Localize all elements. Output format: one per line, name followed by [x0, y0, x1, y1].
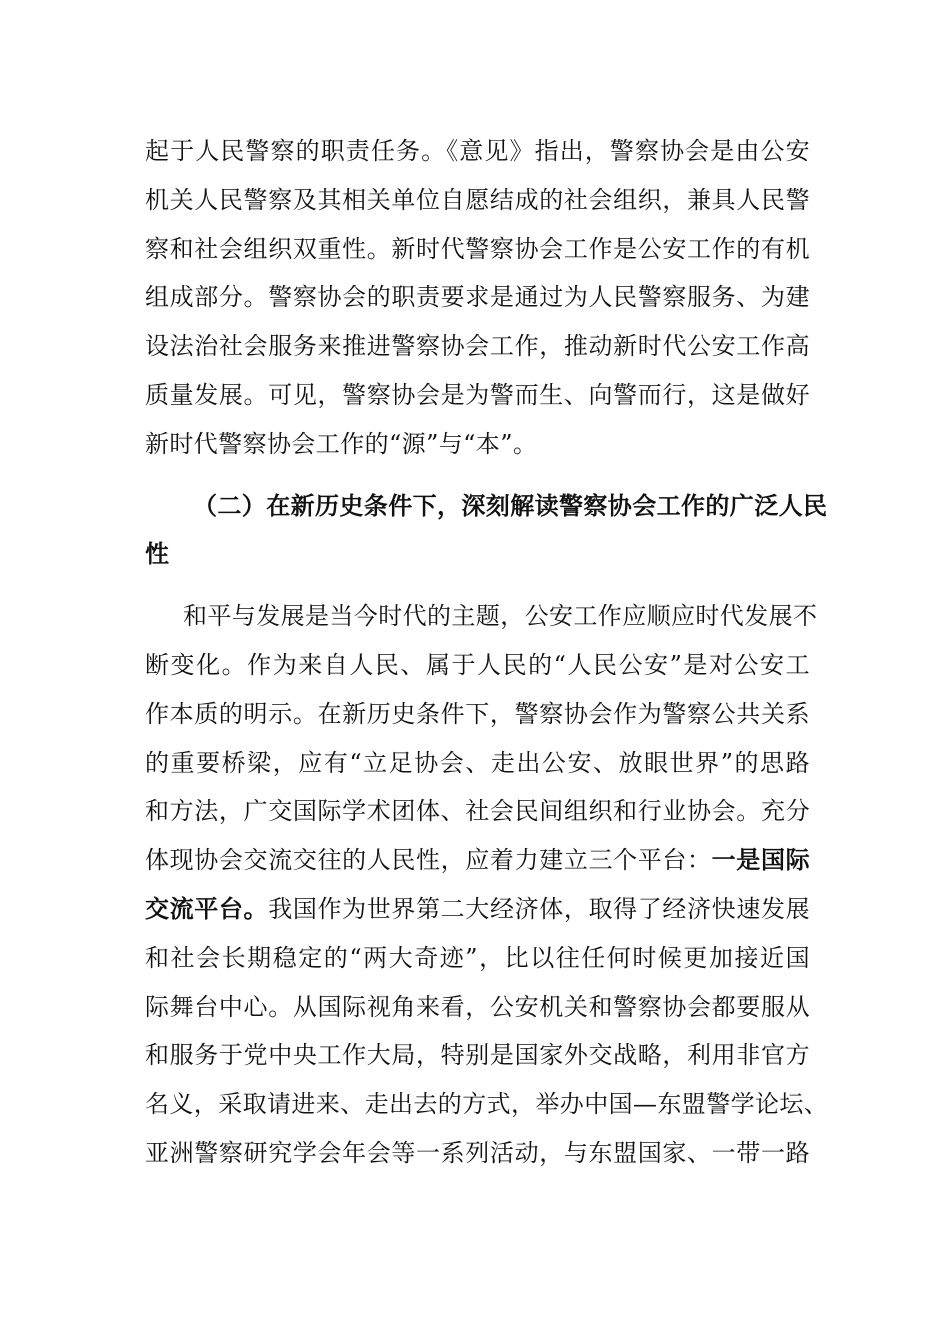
paragraph-duties	[145, 127, 810, 469]
section-heading	[145, 482, 828, 580]
text-line: 的重要桥梁，应有“立足协会、走出公安、放眼世界”的思路	[145, 748, 810, 777]
paragraph-gap	[145, 469, 810, 482]
bold-text-run: 一是国际	[711, 845, 810, 875]
text-line: 察和社会组织双重性。新时代警察协会工作是公安工作的有机	[145, 234, 810, 263]
text-line: 机关人民警察及其相关单位自愿结成的社会组织，兼具人民警	[145, 185, 810, 214]
text-run: 体现协会交流交往的人民性，应着力建立三个平台：	[145, 846, 712, 875]
text-line	[145, 885, 810, 934]
bold-text-run: 交流平台。	[145, 893, 269, 923]
text-line: 和服务于党中央工作大局，特别是国家外交战略，利用非官方	[145, 1041, 810, 1070]
paragraph-people	[145, 592, 829, 1178]
text-line: 作本质的明示。在新历史条件下，警察协会作为警察公共关系	[145, 699, 810, 728]
text-line: 和平与发展是当今时代的主题，公安工作应顺应时代发展不	[183, 602, 818, 631]
text-line	[145, 836, 810, 885]
text-line: 质量发展。可见，警察协会是为警而生、向警而行，这是做好	[145, 380, 810, 409]
heading-line: 性	[145, 539, 170, 569]
text-line: 设法治社会服务来推进警察协会工作，推动新时代公安工作高	[145, 332, 810, 361]
text-line: 和社会长期稳定的“两大奇迹”，比以往任何时候更加接近国	[145, 943, 810, 972]
paragraph-gap	[145, 579, 810, 592]
heading-line: （二）在新历史条件下，深刻解读警察协会工作的广泛人民	[193, 490, 828, 520]
text-line: 起于人民警察的职责任务。《意见》指出，警察协会是由公安	[145, 137, 810, 165]
document-body	[145, 127, 829, 1178]
text-line: 和方法，广交国际学术团体、社会民间组织和行业协会。充分	[145, 797, 810, 826]
text-line: 组成部分。警察协会的职责要求是通过为人民警察服务、为建	[145, 283, 810, 312]
text-run: 我国作为世界第二大经济体，取得了经济快速发展	[268, 894, 810, 923]
text-line: 名义，采取请进来、走出去的方式，举办中国—东盟警学论坛、	[145, 1090, 829, 1119]
text-line: 断变化。作为来自人民、属于人民的“人民公安”是对公安工	[145, 650, 810, 679]
text-line: 新时代警察协会工作的“源”与“本”。	[145, 429, 538, 458]
text-line: 亚洲警察研究学会年会等一系列活动，与东盟国家、一带一路	[145, 1138, 810, 1167]
text-line: 际舞台中心。从国际视角来看，公安机关和警察协会都要服从	[145, 992, 810, 1021]
